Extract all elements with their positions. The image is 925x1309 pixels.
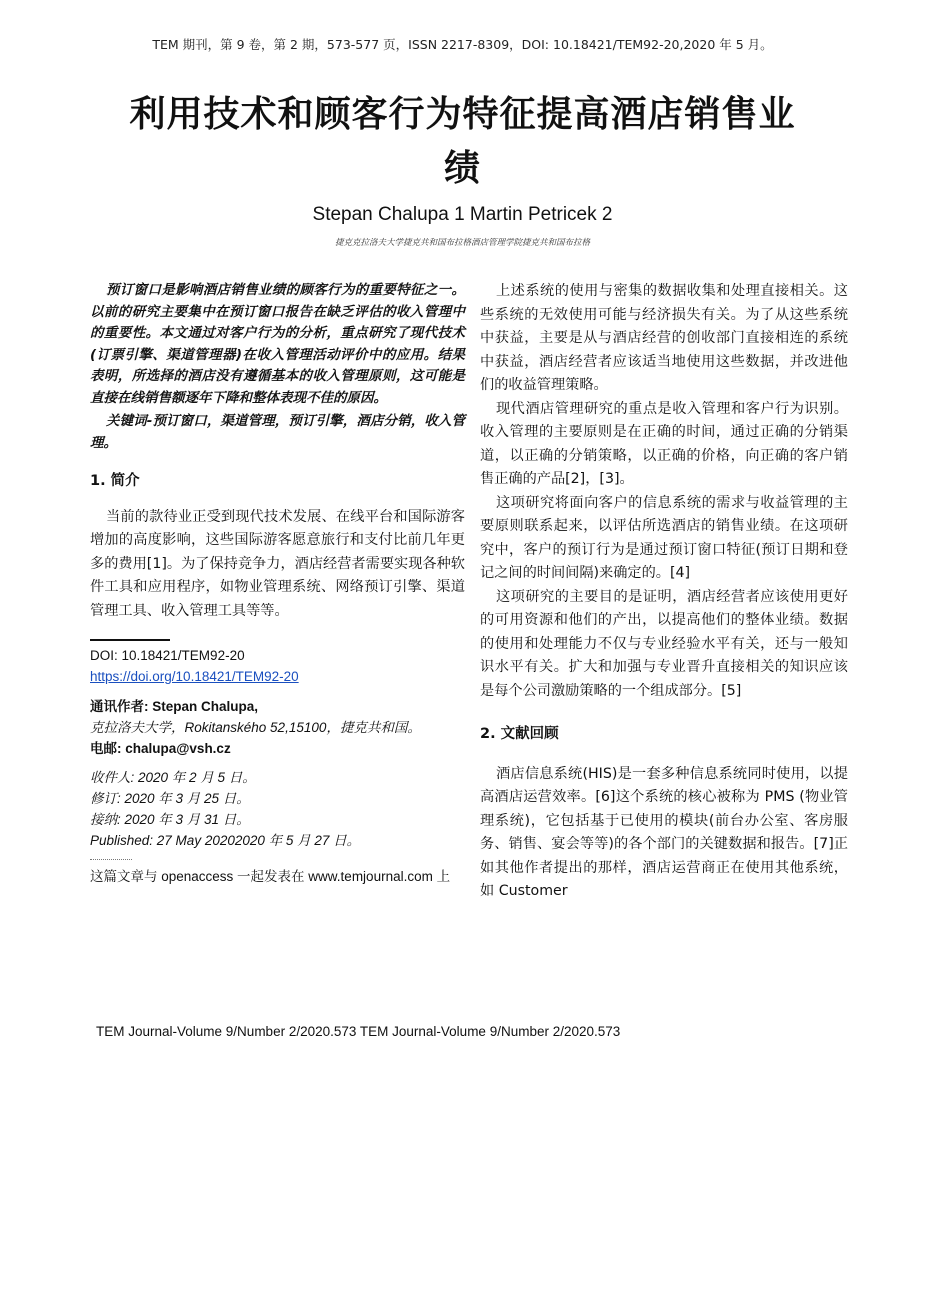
- dotted-divider: [90, 859, 132, 860]
- authors: Stepan Chalupa 1 Martin Petricek 2: [312, 204, 613, 225]
- paragraph-2: 现代酒店管理研究的重点是收入管理和客户行为识别。收入管理的主要原则是在正确的时间，通过正确的分销渠道，以正确的分销策略，以正确的价格，向正确的客户销售正确的产品[2]，[3]。: [480, 400, 848, 487]
- affiliation: 捷克克拉洛夫大学捷克共和国布拉格酒店管理学院捷克共和国布拉格: [334, 238, 590, 248]
- revised-date: 修订: 2020 年 3 月 25 日。: [90, 791, 250, 806]
- openaccess-note: 这篇文章与 openaccess 一起发表在 www.temjournal.com 上: [90, 869, 451, 884]
- footnote-rule: [90, 639, 170, 641]
- paragraph-1: 上述系统的使用与密集的数据收集和处理直接相关。这些系统的无效使用可能与经济损失有关。为了从这些系统中获益，主要是从与酒店经营的创收部门直接相连的系统中获益，酒店经营者应该适当地使用这些数据，并改进他们的收益管理策略。: [480, 283, 848, 393]
- paper-title: 利用技术和顾客行为特征提高酒店销售业绩: [129, 94, 796, 189]
- paragraph-3: 这项研究将面向客户的信息系统的需求与收益管理的主要原则联系起来，以评估所选酒店的销售业绩。在这项研究中，客户的预订行为是通过预订窗口特征(预订日期和登记之间的时间间隔)来确定的。[4]: [480, 494, 848, 581]
- doi-text: DOI: 10.18421/TEM92-20: [90, 648, 245, 663]
- accepted-date: 接纳: 2020 年 3 月 31 日。: [90, 812, 250, 827]
- right-column: [480, 280, 848, 904]
- published-date: Published: 27 May 20202020 年 5 月 27 日。: [90, 833, 361, 848]
- abstract: 预订窗口是影响酒店销售业绩的顾客行为的重要特征之一。以前的研究主要集中在预订窗口报告在缺乏评估的收入管理中的重要性。本文通过对客户行为的分析，重点研究了现代技术(订票引擎、渠道管理器)在收入管理活动评价中的应用。结果表明，所选择的酒店没有遵循基本的收入管理原则，这可能是直接在线销售额逐年下降和整体表现不佳的原因。: [90, 282, 465, 406]
- page-footer: TEM Journal-Volume 9/Number 2/2020.573 TEM Journal-Volume 9/Number 2/2020.573: [96, 1024, 621, 1039]
- email: 电邮: chalupa@vsh.cz: [90, 741, 231, 756]
- received-date: 收件人: 2020 年 2 月 5 日。: [90, 770, 256, 785]
- keywords: 关键词-预订窗口，渠道管理，预订引擎，酒店分销，收入管理。: [90, 413, 465, 451]
- running-header: TEM 期刊，第 9 卷，第 2 期，573-577 页，ISSN 2217-8309，DOI: 10.18421/TEM92-20,2020 年 5 月。: [152, 37, 773, 52]
- corresponding-address: 克拉洛夫大学，Rokitanského 52,15100，捷克共和国。: [90, 720, 421, 735]
- paragraph-5: 酒店信息系统(HIS)是一套多种信息系统同时使用，以提高酒店运营效率。[6]这个系统的核心被称为 PMS (物业管理系统)，它包括基于已使用的模块(前台办公室、客房服务、销售、宴会等等)的各个部门的关键数据和报告。[7]正如其他作者提出的那样，酒店运营商正在使用其他系统，如 Customer: [480, 765, 848, 899]
- intro-paragraph: 当前的款待业正受到现代技术发展、在线平台和国际游客增加的高度影响，这些国际游客愿意旅行和支付比前几年更多的费用[1]。为了保持竞争力，酒店经营者需要实现各种软件工具和应用程序，如物业管理系统、网络预订引擎、渠道管理工具、收入管理工具等等。: [90, 508, 465, 619]
- left-column: [90, 280, 465, 887]
- section-1-heading: 1. 简介: [90, 473, 140, 489]
- paragraph-4: 这项研究的主要目的是证明，酒店经营者应该使用更好的可用资源和他们的产出，以提高他们的整体业绩。数据的使用和处理能力不仅与专业经验水平有关，还与一般知识水平有关。扩大和加强与专业晋升直接相关的知识应该是每个公司激励策略的一个组成部分。[5]: [480, 588, 848, 699]
- doi-link[interactable]: https://doi.org/10.18421/TEM92-20: [90, 669, 299, 684]
- corresponding-author: 通讯作者: Stepan Chalupa,: [90, 699, 259, 714]
- section-2-heading: 2. 文献回顾: [480, 726, 559, 742]
